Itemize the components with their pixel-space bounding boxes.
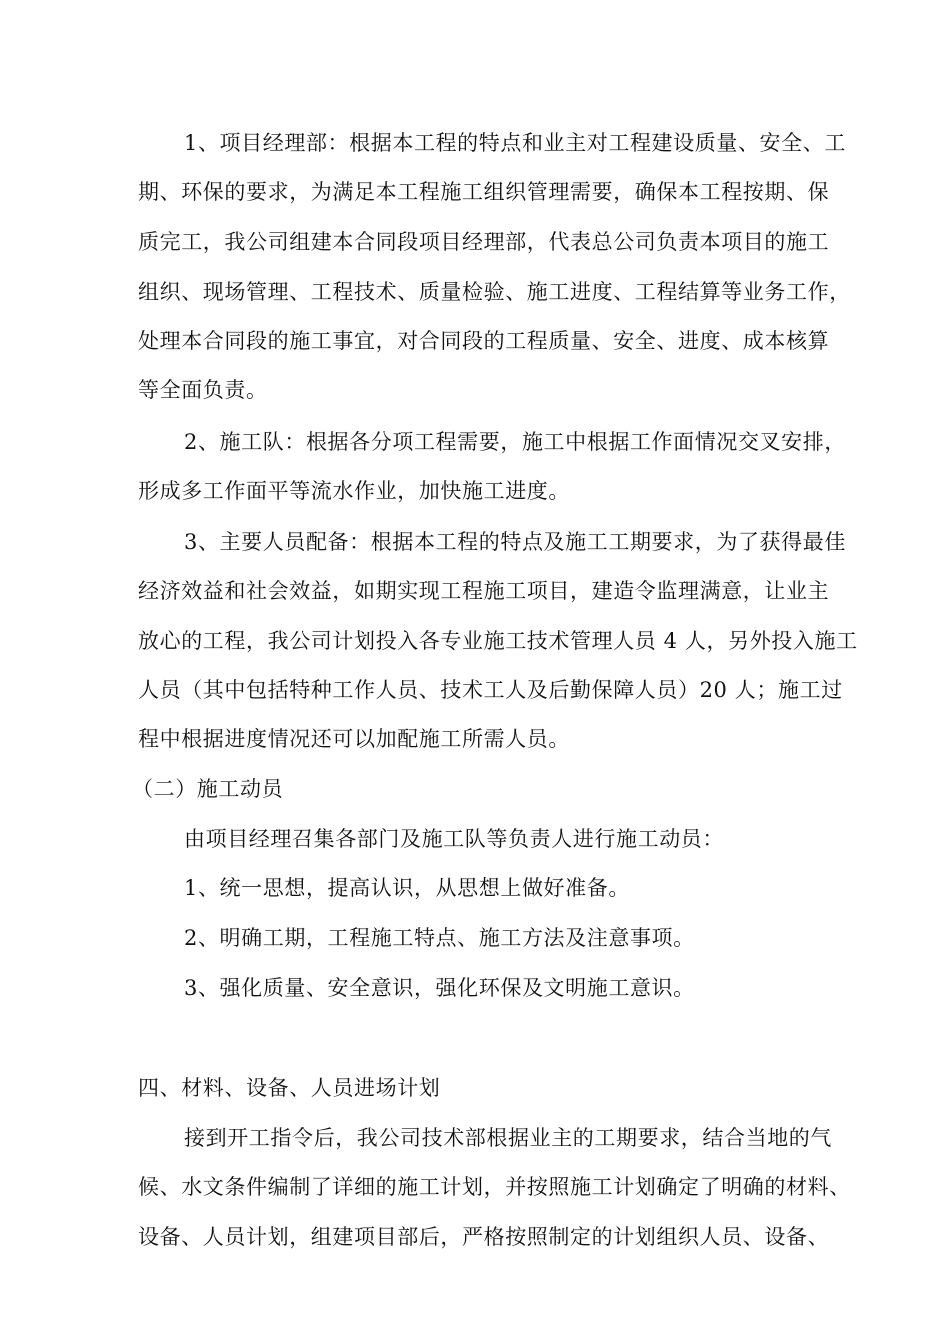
- item-unify-thinking: 1、统一思想，提高认识，从思想上做好准备。: [184, 876, 630, 900]
- heading-section-four: 四、材料、设备、人员进场计划: [138, 1076, 441, 1100]
- text-line: 程中根据进度情况还可以加配施工所需人员。: [138, 727, 570, 751]
- text-line: 处理本合同段的施工事宜，对合同段的工程质量、安全、进度、成本核算: [138, 329, 830, 353]
- text-line: 接到开工指令后，我公司技术部根据业主的工期要求，结合当地的气: [184, 1126, 832, 1150]
- text-line: 质完工，我公司组建本合同段项目经理部，代表总公司负责本项目的施工: [138, 230, 830, 254]
- item-strengthen-awareness: 3、强化质量、安全意识，强化环保及文明施工意识。: [184, 976, 695, 1000]
- text-line: 等全面负责。: [138, 378, 268, 402]
- text-line: 经济效益和社会效益，如期实现工程施工项目，建造令监理满意，让业主: [138, 579, 830, 603]
- text-line: 放心的工程，我公司计划投入各专业施工技术管理人员 4 人，另外投入施工: [138, 629, 858, 653]
- text-line: 人员（其中包括特种工作人员、技术工人及后勤保障人员）20 人；施工过: [138, 678, 843, 702]
- item-clarify-schedule: 2、明确工期，工程施工特点、施工方法及注意事项。: [184, 926, 695, 950]
- text-line: 3、主要人员配备：根据本工程的特点及施工工期要求，为了获得最佳: [184, 530, 846, 554]
- text-line: 期、环保的要求，为满足本工程施工组织管理需要，确保本工程按期、保: [138, 180, 830, 204]
- para-mobilization-intro: 由项目经理召集各部门及施工队等负责人进行施工动员：: [184, 827, 724, 851]
- text-line: 形成多工作面平等流水作业，加快施工进度。: [138, 479, 570, 503]
- text-line: 设备、人员计划，组建项目部后，严格按照制定的计划组织人员、设备、: [138, 1225, 830, 1249]
- heading-mobilization: （二）施工动员: [132, 777, 284, 801]
- text-line: 1、项目经理部：根据本工程的特点和业主对工程建设质量、安全、工: [184, 131, 846, 155]
- text-line: 2、施工队：根据各分项工程需要，施工中根据工作面情况交叉安排，: [184, 430, 846, 454]
- text-line: 组织、现场管理、工程技术、质量检验、施工进度、工程结算等业务工作，: [138, 280, 851, 304]
- text-line: 候、水文条件编制了详细的施工计划，并按照施工计划确定了明确的材料、: [138, 1175, 851, 1199]
